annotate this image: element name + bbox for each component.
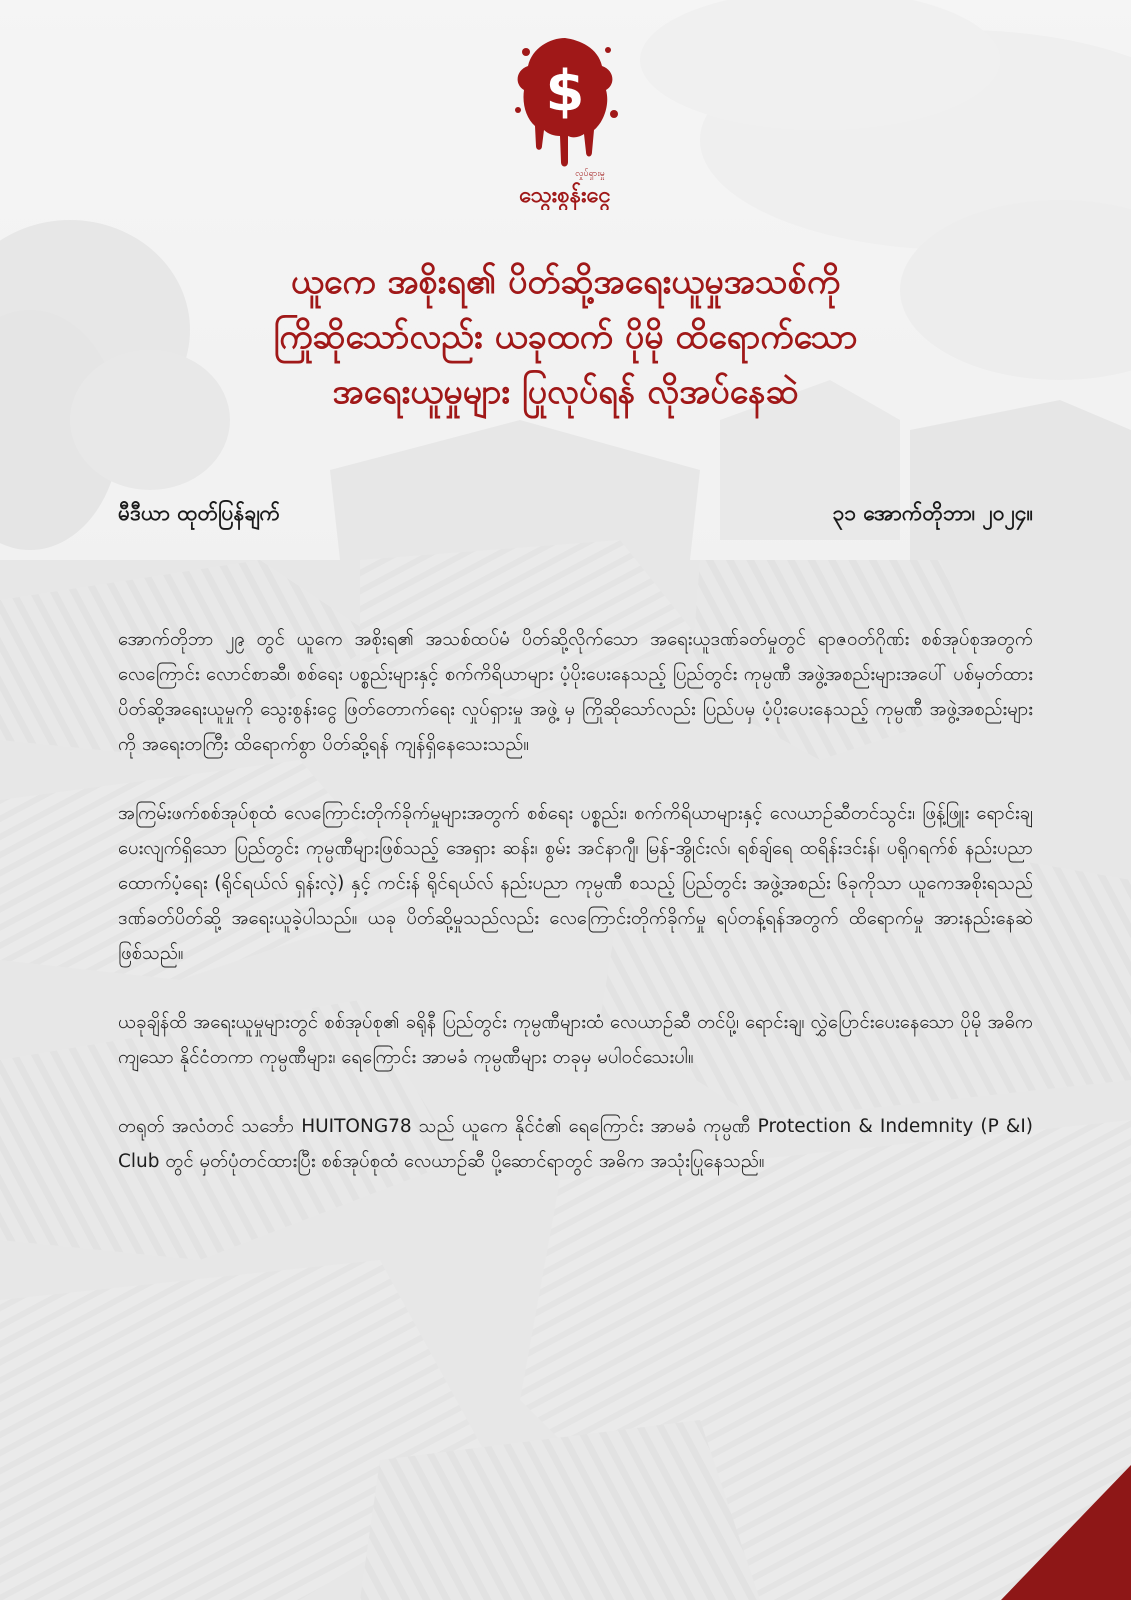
- logo-small-text: လှုပ်ရှားမှု: [575, 169, 605, 179]
- headline: [80, 255, 1051, 420]
- logo: [510, 30, 620, 210]
- corner-accent: [1001, 1465, 1131, 1600]
- headline-line-1: ယူကေ အစိုးရ၏ ပိတ်ဆို့အရေးယူမှုအသစ်ကို: [290, 262, 841, 302]
- release-label: မီဒီယာ ထုတ်ပြန်ချက်: [118, 501, 281, 525]
- headline-line-2: ကြိုဆိုသော်လည်း ယခုထက် ပိုမို ထိရောက်သော: [273, 317, 858, 357]
- release-body: [118, 622, 1033, 1213]
- paragraph-1: အောက်တိုဘာ ၂၉ တွင် ယူကေ အစိုးရ၏ အသစ်ထပ်မံ ပိတ်ဆို့လိုက်သော အရေးယူဒဏ်ခတ်မှုတွင် ရာဇဝတ်ဂိုဏ်း စစ်အုပ်စုအတွက် လေကြောင်း လောင်စာဆီ၊ စစ်ရေး ပစ္စည်းများနှင့် စက်ကိရိယာများ ပံ့ပိုးပေးနေသည့် ပြည်တွင်း ကုမ္ပဏီ အဖွဲ့အစည်းများအပေါ် ပစ်မှတ်ထား ပိတ်ဆို့အရေးယူမှုကို သွေးစွန်းငွေ ဖြတ်တောက်ရေး လှုပ်ရှားမှု အဖွဲ့ မှ ကြိုဆိုသော်လည်း ပြည်ပမှ ပံ့ပိုးပေးနေသည့် ကုမ္ပဏီ အဖွဲ့အစည်းများကို အရေးတကြီး ထိရောက်စွာ ပိတ်ဆို့ရန် ကျန်ရှိနေသေးသည်။: [118, 629, 1033, 755]
- paragraph-4: တရုတ် အလံတင် သင်္ဘော HUITONG78 သည် ယူကေ နိုင်ငံ၏ ရေကြောင်း အာမခံ ကုမ္ပဏီ Protection & Indemnity (P &I) Club တွင် မှတ်ပုံတင်ထားပြီး စစ်အုပ်စုထံ လေယာဉ်ဆီ ပို့ဆောင်ရာတွင် အဓိက အသုံးပြုနေသည်။: [118, 1116, 1033, 1172]
- paragraph-2: အကြမ်းဖက်စစ်အုပ်စုထံ လေကြောင်းတိုက်ခိုက်မှုများအတွက် စစ်ရေး ပစ္စည်း၊ စက်ကိရိယာများနှင့် လေယာဉ်ဆီတင်သွင်း၊ ဖြန့်ဖြူး ရောင်းချ ပေးလျက်ရှိသော ပြည်တွင်း ကုမ္ပဏီများဖြစ်သည့် အေရှား ဆန်း၊ စွမ်း အင်နာဂျီ၊ မြန်-အွိုင်းလ်၊ ရစ်ချ်ရေ ထရိန်းဒင်းန်၊ ပရိုဂရက်စ် နည်းပညာ ထောက်ပံ့ရေး (ရိုင်ရယ်လ် ရှန်းလဲ့) နှင့် ကင်းန် ရိုင်ရယ်လ် နည်းပညာ ကုမ္ပဏီ စသည့် ပြည်တွင်း အဖွဲ့အစည်း ၆ခုကိုသာ ယူကေအစိုးရသည် ဒဏ်ခတ်ပိတ်ဆို့ အရေးယူခဲ့ပါသည်။ ယခု ပိတ်ဆို့မှုသည်လည်း လေကြောင်းတိုက်ခိုက်မှု ရပ်တန့်ရန်အတွက် ထိရောက်မှု အားနည်းနေဆဲ ဖြစ်သည်။: [118, 803, 1033, 964]
- release-meta: [118, 500, 1033, 536]
- blood-dollar-drop-icon: [510, 30, 620, 210]
- paragraph-3: ယခုချိန်ထိ အရေးယူမှုများတွင် စစ်အုပ်စု၏ ခရိုနီ ပြည်တွင်း ကုမ္ပဏီများထံ လေယာဉ်ဆီ တင်ပို့၊ ရောင်းချ၊ လွှဲပြောင်းပေးနေသော ပိုမို အဓိက ကျသော နိုင်ငံတကာ ကုမ္ပဏီများ၊ ရေကြောင်း အာမခံ ကုမ္ပဏီများ တခုမှ မပါဝင်သေးပါ။: [118, 1012, 1033, 1068]
- logo-name: သွေးစွန်းငွေ: [519, 183, 611, 208]
- svg-text:$: $: [545, 59, 585, 124]
- release-date: ၃၁ အောက်တိုဘာ၊ ၂၀၂၄။: [832, 501, 1033, 525]
- headline-line-3: အရေးယူမှုများ ပြုလုပ်ရန် လိုအပ်နေဆဲ: [332, 372, 799, 412]
